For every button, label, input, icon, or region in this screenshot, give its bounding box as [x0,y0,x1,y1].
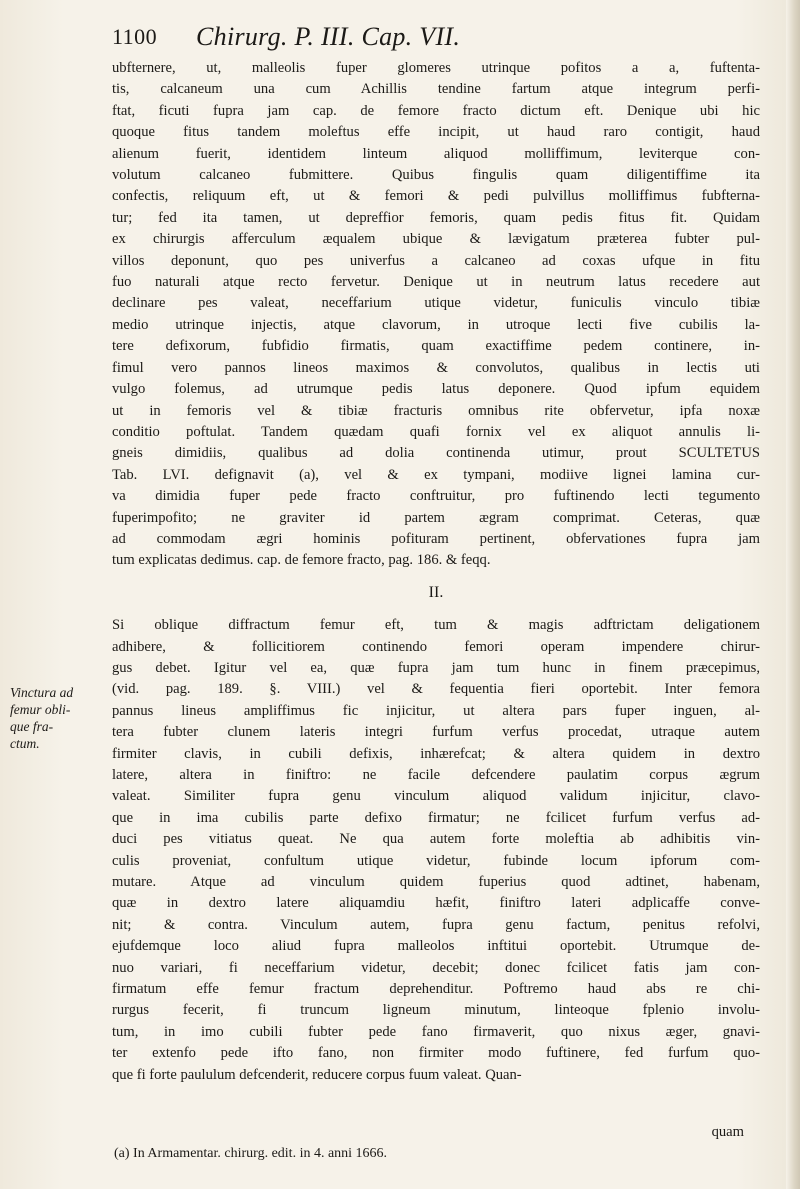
text-line: Tab. LVI. defignavit (a), vel & ex tympani, modiive lignei lamina cur- [112,466,760,483]
text-line: medio utrinque injectis, atque clavorum, in utroque lecti five cubilis la- [112,316,760,333]
text-line: fuo naturali atque recto fervetur. Denique ut in neutrum latus recedere aut [112,274,760,291]
text-line: ftat, ficuti fupra jam cap. de femore fracto dictum eft. Denique ubi hic [112,102,760,119]
text-line: mutare. Atque ad vinculum quidem fuperius quod adtinet, habenam, [112,874,760,891]
text-line: fuperimpofito; ne graviter id partem ægram comprimat. Ceteras, quæ [112,509,760,526]
text-line: villos deponunt, quo pes univerfus a calcaneo ad coxas ufque in fitu [112,252,760,269]
margin-note-line: Vinctura ad [10,685,74,700]
text-line: tere defixorum, fubfidio firmatis, quam exactiffime pedem continere, in- [112,338,760,355]
text-line: vulgo folemus, ad utrumque pedis latus deponere. Quod ipfum equidem [112,381,760,398]
margin-note-line: que fra- [10,719,54,734]
text-line: volutum calcaneo fubmittere. Quibus fingulis quam diligentiffime ita [112,167,760,184]
text-line: adhibere, & follicitiorem continendo femori operam impendere chirur- [112,638,760,655]
text-line: alienum fuerit, identidem linteum aliquod molliffimum, leviterque con- [112,145,760,162]
text-line: que fi forte paululum defcenderit, reducere corpus fuum valeat. Quan- [112,1066,522,1083]
text-line: va dimidia fuper pede fracto conftruitur, pro fuftinendo lecti tegumento [112,488,760,505]
text-line: tur; fed ita tamen, ut depreffior femoris, quam pedis fitus fit. Quidam [112,209,760,226]
page-header [112,22,752,56]
text-line: conditio poftulat. Tandem quædam quafi fornix vel ex aliquot annulis li- [112,423,760,440]
text-line: tum explicatas dedimus. cap. de femore fracto, pag. 186. & feqq. [112,552,491,569]
section-number: II. [428,583,444,601]
footnote: (a) In Armamentar. chirurg. edit. in 4. anni 1666. [114,1146,388,1161]
page-number: 1100 [112,24,158,49]
text-line: ex chirurgis afferculum æqualem ubique & lævigatum præterea fubter pul- [112,231,760,248]
text-line: latere, altera in finiftro: ne facile defcendere paulatim corpus ægrum [112,767,760,783]
paragraph-1 [112,58,760,572]
margin-note-line: ctum. [10,736,40,751]
text-line: quoque fitus tandem moleftus effe incipit, ut haud raro contigit, haud [112,124,760,141]
text-line: declinare pes valeat, neceffarium utique videtur, funiculis vinculo tibiæ [112,295,760,312]
running-head: Chirurg. P. III. Cap. VII. [196,22,461,51]
text-line: ubfternere, ut, malleolis fuper glomeres utrinque pofitos a a, fuftenta- [112,60,760,76]
text-line: ter extenfo pede ifto fano, non firmiter modo fuftinere, fed furfum quo- [112,1045,760,1062]
text-line: firmatum effe femur fractum deprehenditur. Poftremo haud abs re chi- [112,981,760,998]
text-line: tis, calcaneum una cum Achillis tendine fartum atque integrum perfi- [112,81,760,98]
text-line: nuo variari, fi neceffarium videtur, decebit; donec fcilicet fatis jam con- [112,959,760,976]
paragraph-2 [112,615,760,1086]
text-line: confectis, reliquum eft, ut & femori & pedi pulvillus molliffimus fubfterna- [112,188,760,205]
text-line: nit; & contra. Vinculum autem, fupra genu factum, penitus refolvi, [112,916,760,933]
text-line: ad commodam ægri hominis pofituram pertinent, obfervationes fupra jam [112,530,760,547]
margin-note-line: femur obli- [10,702,71,717]
text-line: ut in femoris vel & tibiæ fracturis omnibus rite obfervetur, ipfa noxæ [112,402,760,419]
text-line: que in ima cubilis parte defixo firmatur; ne fcilicet furfum verfus ad- [112,809,760,826]
text-line: valeat. Similiter fupra genu vinculum aliquod validum injicitur, clavo- [112,788,760,805]
text-line: firmiter clavis, in cubili defixis, inhærefcat; & altera quidem in dextro [112,745,760,762]
catchword: quam [711,1124,744,1140]
text-line: gus debet. Igitur vel ea, quæ fupra jam tum hunc in finem præcepimus, [112,659,760,676]
body-text [112,58,760,1086]
text-line: fimul vero pannos lineos maximos & convolutos, qualibus in lectis uti [112,359,760,376]
text-line: (vid. pag. 189. §. VIII.) vel & fequentia fieri oportebit. Inter femora [112,681,760,698]
text-line: quæ in dextro latere aliquamdiu hæfit, finiftro lateri adplicaffe conve- [112,895,760,912]
text-line: tum, in imo cubili fubter pede fano firmaverit, quo nixus æger, gnavi- [112,1023,760,1040]
text-line: ejufdemque loco aliud fupra malleolos inftitui oportebit. Utrumque de- [112,938,760,955]
text-line: pannus lineus ampliffimus fic injicitur, ut altera pars fuper inguen, al- [112,702,760,719]
text-line: rurgus fecerit, fi truncum ligneum minutum, linteoque fplenio involu- [112,1002,760,1019]
text-line: Si oblique diffractum femur eft, tum & magis adftrictam deligationem [112,617,760,634]
text-line: duci pes vitiatus queat. Ne qua autem forte moleftia ab adhibitis vin- [112,831,760,848]
text-line: tera fubter clunem lateris integri furfum verfus procedat, utraque autem [112,724,760,741]
text-line: culis proveniat, confultum utique videtur, fubinde locum ipforum com- [112,852,760,869]
text-line: gneis dimidiis, qualibus ad dolia continenda utimur, prout SCULTETUS [112,445,760,462]
page-edge-shadow [786,0,800,1189]
margin-note [10,684,102,752]
